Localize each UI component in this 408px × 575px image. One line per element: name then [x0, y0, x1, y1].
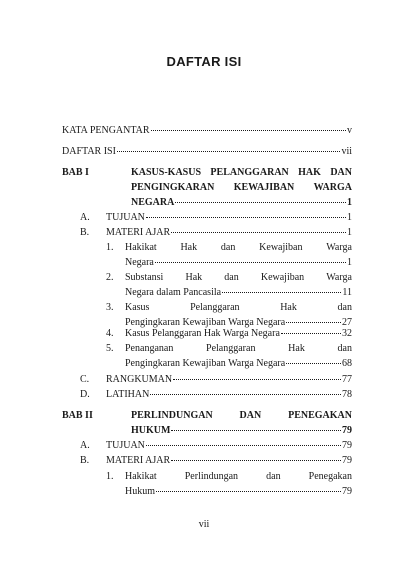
section-letter: A. — [80, 440, 90, 451]
chapter-title-text: NEGARA — [131, 197, 175, 208]
toc-entry-text: MATERI AJAR — [106, 227, 171, 238]
subsection-word: Hak — [280, 302, 297, 313]
toc-entry-text: RANGKUMAN — [106, 374, 173, 385]
subsection-number: 1. — [106, 471, 114, 482]
subsection-word: Kewajiban — [259, 242, 303, 253]
chapter-title-word: HAK — [298, 167, 321, 178]
section-letter: B. — [80, 455, 90, 466]
toc-entry-page: 78 — [342, 389, 352, 400]
dot-leader — [222, 292, 341, 293]
toc-entry-text: KATA PENGANTAR — [62, 125, 150, 136]
subsection-word: Hak — [288, 343, 305, 354]
subsection-word: Hak — [185, 272, 203, 283]
toc-entry-page: 79 — [342, 440, 352, 451]
chapter-title-line[interactable] — [131, 409, 352, 422]
subsection-word: Pelanggaran — [190, 302, 240, 313]
subsection-word: Pelanggaran — [206, 343, 256, 354]
subsection-number: 3. — [106, 302, 114, 313]
chapter-title-word: PELANGGARAN — [210, 167, 289, 178]
dot-leader — [171, 460, 341, 461]
toc-entry-page: v — [347, 125, 352, 136]
dot-leader — [281, 333, 341, 334]
subsection-word: Perlindungan — [184, 471, 239, 482]
toc-entry-tujuan[interactable] — [106, 211, 352, 224]
toc-entry-daftar-isi[interactable] — [62, 145, 352, 158]
subsection-text: Negara — [125, 257, 154, 268]
chapter-title-word: DAN — [239, 410, 262, 421]
subsection-number: 2. — [106, 272, 114, 283]
toc-entry-tujuan[interactable] — [106, 439, 352, 452]
subsection-word: Penanganan — [125, 343, 174, 354]
chapter-title-line[interactable] — [131, 424, 352, 437]
subsection-page: 27 — [342, 317, 352, 328]
chapter-title-word: KEWAJIBAN — [233, 182, 295, 193]
toc-entry-page: 77 — [342, 374, 352, 385]
subsection-page: 1 — [347, 257, 352, 268]
toc-entry-text: DAFTAR ISI — [62, 146, 116, 157]
chapter-label: BAB II — [62, 410, 93, 421]
subsection-page: 68 — [342, 358, 352, 369]
subsection-word: Substansi — [125, 272, 164, 283]
subsection-title-line[interactable] — [125, 357, 352, 370]
toc-entry-text: MATERI AJAR — [106, 455, 171, 466]
chapter-title-word: PERLINDUNGAN — [131, 410, 213, 421]
page-title: DAFTAR ISI — [166, 54, 242, 69]
subsection-title-line[interactable] — [125, 256, 352, 269]
subsection-word: Hakikat — [125, 242, 157, 253]
subsection-number: 1. — [106, 242, 114, 253]
chapter-title-word: KASUS-KASUS — [131, 167, 202, 178]
subsection-number: 4. — [106, 328, 114, 339]
dot-leader — [146, 445, 341, 446]
subsection-word: Hak — [180, 242, 198, 253]
dot-leader — [286, 363, 341, 364]
subsection-title-line[interactable] — [125, 342, 352, 355]
chapter-title-word: PENGINGKARAN — [131, 182, 215, 193]
chapter-page: 79 — [342, 425, 352, 436]
subsection-word: dan — [337, 343, 352, 354]
section-letter: C. — [80, 374, 90, 385]
chapter-label: BAB I — [62, 167, 89, 178]
subsection-text: Pengingkaran Kewajiban Warga Negara — [125, 317, 286, 328]
dot-leader — [286, 322, 341, 323]
page-number: vii — [198, 519, 210, 530]
toc-entry-latihan[interactable] — [106, 388, 352, 401]
toc-entry-rangkuman[interactable] — [106, 373, 352, 386]
dot-leader — [155, 262, 346, 263]
toc-entry-text: LATIHAN — [106, 389, 150, 400]
toc-entry-text: TUJUAN — [106, 440, 145, 451]
toc-entry-materi-ajar[interactable] — [106, 454, 352, 467]
chapter-title-line[interactable] — [131, 196, 352, 209]
subsection-page: 79 — [342, 486, 352, 497]
dot-leader — [117, 151, 341, 152]
subsection-title-line[interactable] — [125, 271, 352, 284]
chapter-title-line[interactable] — [131, 181, 352, 194]
subsection-text: Kasus Pelanggaran Hak Warga Negara — [125, 328, 280, 339]
section-letter: D. — [80, 389, 90, 400]
subsection-word: Penegakan — [308, 471, 352, 482]
chapter-title-word: PENEGAKAN — [288, 410, 352, 421]
subsection-number: 5. — [106, 343, 114, 354]
subsection-title-line[interactable] — [125, 485, 352, 498]
subsection-text: Pengingkaran Kewajiban Warga Negara — [125, 358, 286, 369]
toc-entry-kata-pengantar[interactable] — [62, 124, 352, 137]
chapter-page: 1 — [347, 197, 352, 208]
subsection-word: Kewajiban — [260, 272, 305, 283]
subsection-word: dan — [337, 302, 352, 313]
dot-leader — [146, 217, 346, 218]
chapter-title-word: DAN — [330, 167, 352, 178]
dot-leader — [175, 202, 346, 203]
dot-leader — [150, 394, 341, 395]
chapter-title-line[interactable] — [131, 166, 352, 179]
subsection-page: 32 — [342, 328, 352, 339]
toc-entry-page: 1 — [347, 212, 352, 223]
dot-leader — [156, 491, 341, 492]
toc-entry-page: vii — [341, 146, 352, 157]
subsection-title-line[interactable] — [125, 241, 352, 254]
toc-entry-text: TUJUAN — [106, 212, 145, 223]
subsection-title-line[interactable] — [125, 327, 352, 340]
toc-entry-materi-ajar[interactable] — [106, 226, 352, 239]
chapter-title-word: WARGA — [313, 182, 352, 193]
subsection-page: 11 — [342, 287, 352, 298]
toc-entry-page: 79 — [342, 455, 352, 466]
dot-leader — [171, 430, 341, 431]
subsection-text: Hukum — [125, 486, 155, 497]
subsection-word: dan — [224, 272, 239, 283]
subsection-word: Kasus — [125, 302, 150, 313]
subsection-word: Warga — [326, 272, 352, 283]
subsection-word: Hakikat — [125, 471, 157, 482]
subsection-title-line[interactable] — [125, 470, 352, 483]
section-letter: B. — [80, 227, 90, 238]
subsection-title-line[interactable] — [125, 286, 352, 299]
dot-leader — [173, 379, 341, 380]
subsection-title-line[interactable] — [125, 301, 352, 314]
dot-leader — [171, 232, 346, 233]
dot-leader — [151, 130, 346, 131]
section-letter: A. — [80, 212, 90, 223]
chapter-title-text: HUKUM — [131, 425, 171, 436]
subsection-word: Warga — [326, 242, 352, 253]
subsection-word: dan — [266, 471, 281, 482]
subsection-text: Negara dalam Pancasila — [125, 287, 222, 298]
subsection-word: dan — [220, 242, 236, 253]
toc-entry-page: 1 — [347, 227, 352, 238]
